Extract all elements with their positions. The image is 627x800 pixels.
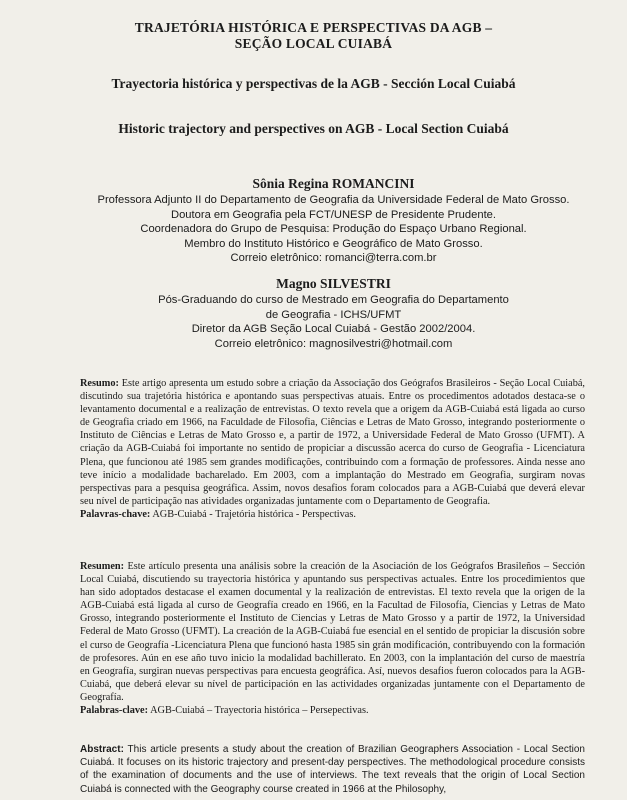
author-1-email: Correio eletrônico: romanci@terra.com.br [230, 252, 437, 265]
abstract-portuguese [80, 377, 585, 521]
author-2-department: de Geografia - ICHS/UFMT [265, 308, 402, 321]
author-block-2 [40, 275, 627, 351]
author-2-email: Correio eletrônico: magnosilvestri@hotmail.com [214, 337, 453, 350]
author-2-program: Pós-Graduando do curso de Mestrado em Geografia do Departamento [158, 294, 509, 306]
resumo-label: Resumo: [80, 378, 119, 389]
author-1-name: Sônia Regina ROMANCINI [252, 176, 415, 191]
resumen-label: Resumen: [80, 561, 125, 572]
title-portuguese-line2: SEÇÃO LOCAL CUIABÁ [234, 36, 393, 51]
author-block-1 [40, 175, 627, 266]
abstract-spanish [80, 560, 585, 717]
title-spanish: Trayectoria histórica y perspectivas de la AGB - Sección Local Cuiabá [111, 76, 516, 91]
palabras-clave-text: AGB-Cuiabá – Trayectoria histórica – Persepectivas. [150, 705, 369, 717]
resumo-paragraph [80, 377, 585, 508]
resumen-text: Este artículo presenta una análisis sobre la creación de la Asociación de los Geógrafos Brasileños – Sección Local Cuiabá, discutiendo su trayectoria histórica y apuntando sus perspectivas actuales. Entre los procedimientos que han sido adoptados destacase el examen documental y la realización de entrevistas. El texto revela que la origen de la AGB-Cuiabá está ligada al curso de Geografía creado en 1966, en la Facultad de Filosofía, Ciencias y Letras de Mato Grosso, integrando posteriormente el Instituto de Ciencias y Letras de Mato Grosso y a partir de 1972, la Universidad Federal de Mato Grosso (UFMT). La creación de la AGB-Cuiabá fue esencial en el sentido de propiciar la discusión sobre el curso de Geografía -Licenciatura Plena que funcionó hasta 1985 sin grán modificación, contribuyendo con la formación de profesores. Aún en ese año tuvo inicio la modalidad bachillerato. En 2003, con la implantación del curso de maestría en Geografía, surgiran nuevas perspectivas para encuesta geográfica. Así, nuevos desafios fueron colocados para la AGB-Cuiabá, que deberá elevar su nível de participación en las actividades organizadas juntamente con el Departamento de Geografía. [80, 561, 585, 703]
abstract-label: Abstract: [80, 744, 124, 755]
resumo-text: Este artigo apresenta um estudo sobre a criação da Associação dos Geógrafos Brasileiros - Seção Local Cuiabá, discutindo sua trajetória histórica e apontando suas perspectivas atuais. Entre os procedimentos adotados destaca-se o levantamento documental e a realização de entrevistas. O texto revela que a origem da AGB-Cuiabá está ligada ao curso de Geografia criado em 1966, na Faculdade de Filosofia, Ciências e Letras de Mato Grosso, integrando posteriormente o Instituto de Ciências e Letras de Mato Grosso e, a partir de 1972, a Universidade Federal de Mato Grosso (UFMT). A criação da AGB-Cuiabá foi importante no sentido de propiciar a discussão acerca do curso de Geografia - Licenciatura Plena, que funcionou até 1985 sem grandes modificações, contribuindo com a formação de professores. Ainda nesse ano teve início a modalidade bacharelado. Em 2003, com a implantação do Mestrado em Geografia, surgiram novas perspectivas para a pesquisa geográfica. Assim, novos desafios foram colocados para a AGB-Cuiabá que deverá elevar seu nível de participação nas atividades organizadas juntamente com o Departamento de Geografia. [80, 378, 585, 507]
title-english: Historic trajectory and perspectives on AGB - Local Section Cuiabá [118, 121, 509, 136]
author-1-membership: Membro do Instituto Histórico e Geográfico de Mato Grosso. [184, 237, 483, 250]
palabras-clave [80, 704, 585, 717]
author-1-degree: Doutora em Geografia pela FCT/UNESP de Presidente Prudente. [170, 208, 497, 221]
palabras-clave-label: Palabras-clave: [80, 705, 149, 717]
palavras-chave [80, 508, 585, 521]
author-1-affiliation: Professora Adjunto II do Departamento de Geografia da Universidade Federal de Mato Grosso. [97, 194, 570, 206]
title-portuguese [0, 20, 627, 52]
resumen-paragraph [80, 560, 585, 704]
palavras-chave-label: Palavras-chave: [80, 508, 151, 520]
author-1-research-group: Coordenadora do Grupo de Pesquisa: Produção do Espaço Urbano Regional. [140, 223, 527, 236]
title-portuguese-line1: TRAJETÓRIA HISTÓRICA E PERSPECTIVAS DA AGB – [134, 20, 493, 35]
author-2-role: Diretor da AGB Seção Local Cuiabá - Gestão 2002/2004. [191, 323, 476, 336]
abstract-english [80, 743, 585, 796]
abstract-text: This article presents a study about the creation of Brazilian Geographers Association - Local Section Cuiabá. It focuses on its historic trajectory and present-day perspectives. The methodological procedure consists of the examination of documents and the use of interviews. The text reveals that the origin of Local Section Cuiabá is connected with the Geography course created in 1966 at the Philosophy, [80, 744, 585, 795]
author-2-name: Magno SILVESTRI [276, 276, 391, 291]
palavras-chave-text: AGB-Cuiabá - Trajetória histórica - Perspectivas. [152, 508, 356, 520]
